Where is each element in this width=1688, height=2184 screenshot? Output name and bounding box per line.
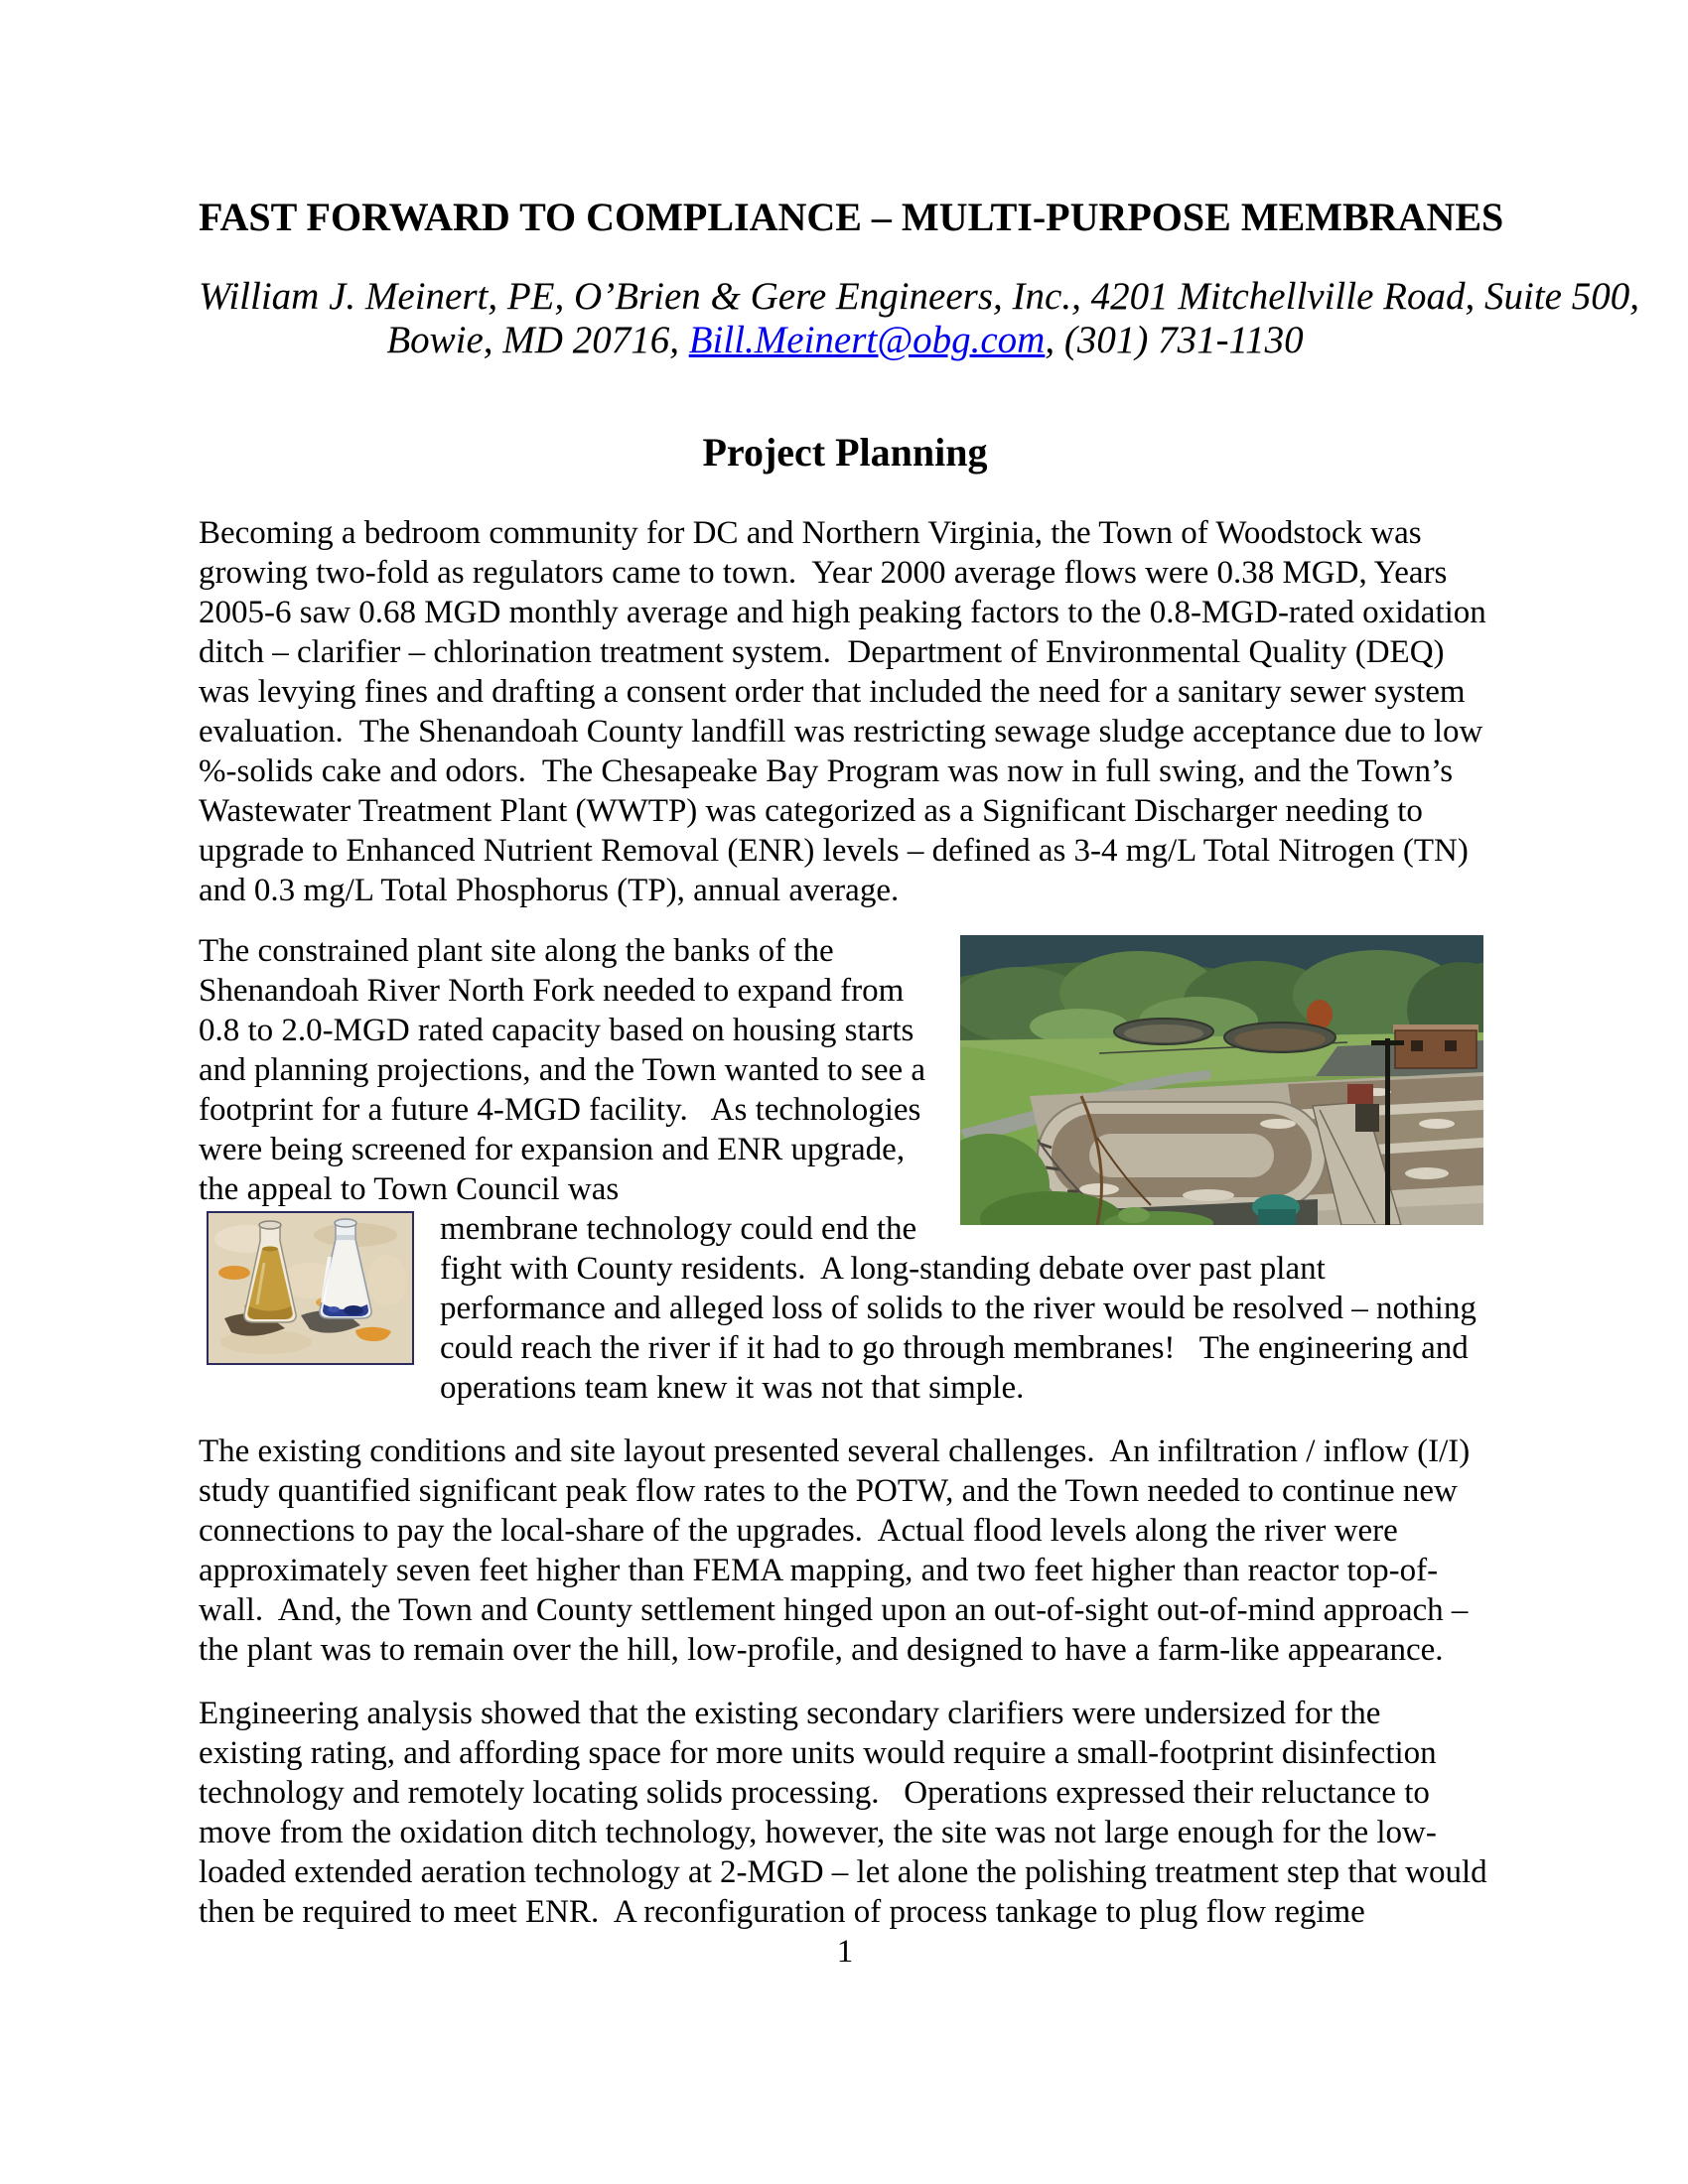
author-block xyxy=(199,275,1639,362)
paragraph-plant-site xyxy=(199,931,1491,1209)
paragraph-membrane-appeal xyxy=(199,1209,1491,1408)
page-title: FAST FORWARD TO COMPLIANCE – MULTI-PURPOSE MEMBRANES xyxy=(199,195,1504,239)
treatment-plant-photo xyxy=(960,935,1483,1225)
page-number: 1 xyxy=(836,1934,854,1970)
author-line1: William J. Meinert, PE, O’Brien & Gere Engineers, Inc., 4201 Mitchellville Road, Suite 500, xyxy=(199,275,1639,318)
author-line2-suffix: , (301) 731-1130 xyxy=(1045,319,1304,361)
paragraph-site-challenges: The existing conditions and site layout presented several challenges. An infiltration / inflow (I/I) study quantified significant peak flow rates to the POTW, and the Town needed to continue new connections to pay the local-share of the upgrades. Actual flood levels along the river were approximately seven feet higher than FEMA mapping, and two feet higher than reactor top-of-wall. And, the Town and County settlement hinged upon an out-of-sight out-of-mind approach – the plant was to remain over the hill, low-profile, and designed to have a farm-like appearance. xyxy=(199,1433,1478,1668)
author-line2 xyxy=(199,319,1491,362)
paragraph-regulatory-background: Becoming a bedroom community for DC and Northern Virginia, the Town of Woodstock was growing two-fold as regulators came to town. Year 2000 average flows were 0.38 MGD, Years 2005-6 saw 0.68 MGD monthly average and high peaking factors to the 0.8-MGD-rated oxidation ditch – clarifier – chlorination treatment system. Department of Environmental Quality (DEQ) was levying fines and drafting a consent order that included the need for a sanitary sewer system evaluation. The Shenandoah County landfill was restricting sewage sludge acceptance due to low %-solids cake and odors. The Chesapeake Bay Program was now in full swing, and the Town’s Wastewater Treatment Plant (WWTP) was categorized as a Significant Discharger needing to upgrade to Enhanced Nutrient Removal (ENR) levels – defined as 3-4 mg/L Total Nitrogen (TN) and 0.3 mg/L Total Phosphorus (TP), annual average. xyxy=(199,515,1495,908)
paragraph-plant-site-text: The constrained plant site along the banks of the Shenandoah River North Fork needed to expand from 0.8 to 2.0-MGD rated capacity based on housing starts and planning projections, and the Town wanted to see a footprint for a future 4-MGD facility. As technologies were being screened for expansion and ENR upgrade, the appeal to Town Council was xyxy=(199,933,934,1207)
paragraph-membrane-appeal-text: membrane technology could end the fight with County residents. A long-standing debate over past plant performance and alleged loss of solids to the river would be resolved – nothing could reach the river if it had to go through membranes! The engineering and operations team knew it was not that simple. xyxy=(440,1211,1485,1406)
author-line2-prefix: Bowie, MD 20716, xyxy=(386,319,689,361)
flask-comparison-photo xyxy=(207,1211,414,1365)
author-email-link[interactable]: Bill.Meinert@obg.com xyxy=(688,319,1046,361)
paragraph-engineering-analysis: Engineering analysis showed that the existing secondary clarifiers were undersized for the existing rating, and affording space for more units would require a small-footprint disinfection technology and remotely locating solids processing. Operations expressed their reluctance to move from the oxidation ditch technology, however, the site was not large enough for the low-loaded extended aeration technology at 2-MGD – let alone the polishing treatment step that would then be required to meet ENR. A reconfiguration of process tankage to plug flow regime xyxy=(199,1696,1495,1930)
section-heading: Project Planning xyxy=(702,430,988,475)
